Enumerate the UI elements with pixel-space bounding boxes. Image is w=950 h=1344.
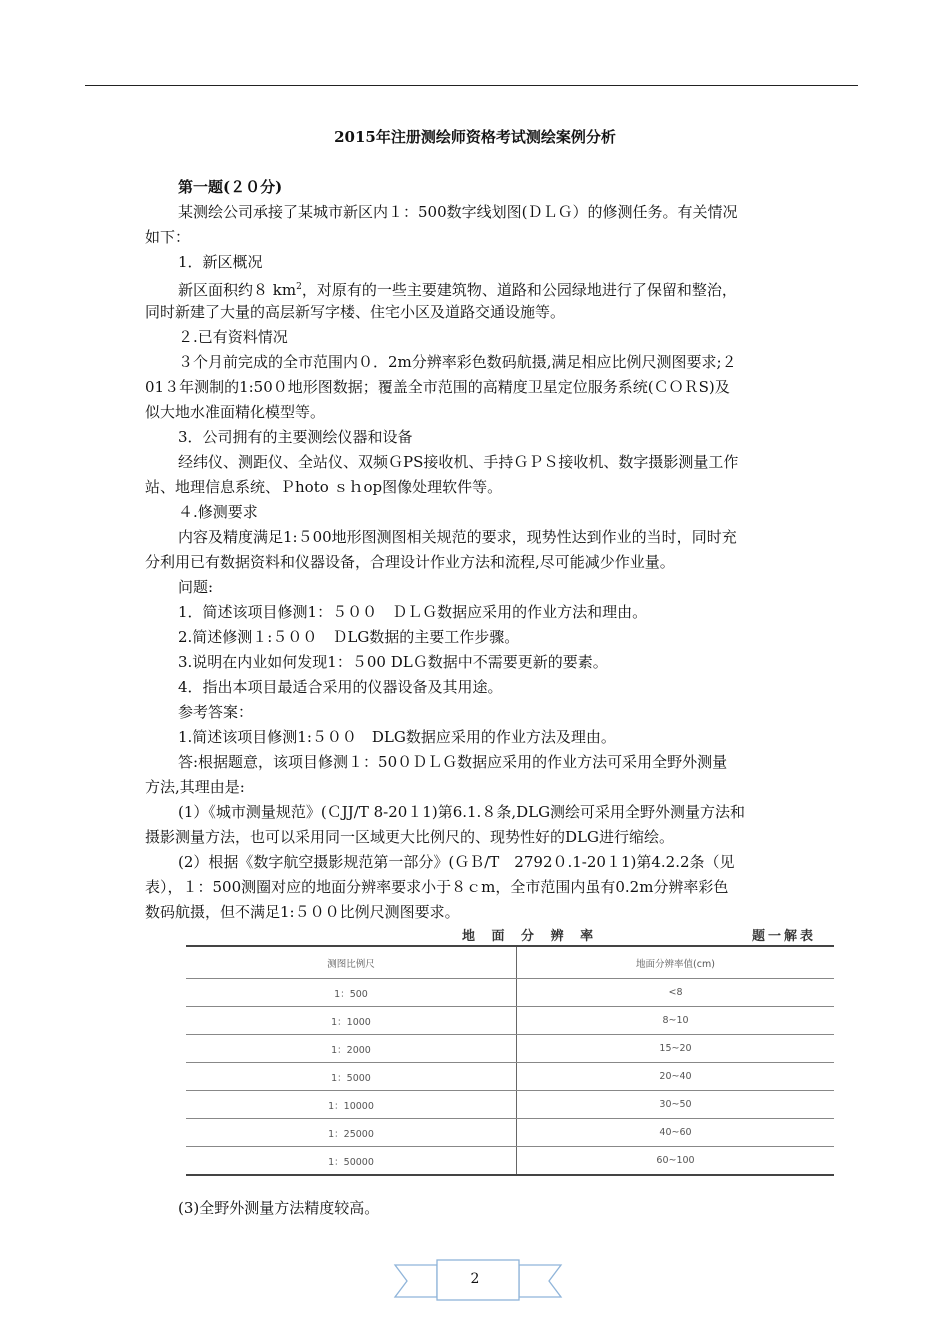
table-cell: <8	[517, 979, 835, 1007]
body-line: 3.说明在内业如何发现1：５00 DLＧ数据中不需要更新的要素。	[178, 653, 608, 671]
table-header-scale: 测图比例尺	[186, 946, 517, 979]
table-row	[186, 1091, 834, 1119]
ribbon-right-icon	[519, 1265, 561, 1297]
body-line: ２.已有资料情况	[178, 328, 288, 346]
body-line-area	[178, 277, 737, 300]
body-line: 1．新区概况	[178, 253, 263, 271]
resolution-table	[186, 945, 834, 1176]
body-line: 答:根据题意，该项目修测１：50０ＤＬＧ数据应采用的作业方法可采用全野外测量	[178, 753, 728, 771]
table-row	[186, 1063, 834, 1091]
body-line: 经纬仪、测距仪、全站仪、双频ＧPS接收机、手持ＧＰＳ接收机、数字摄影测量工作	[178, 453, 739, 471]
table-caption: 地 面 分 辨 率	[462, 929, 600, 944]
table-cell: 1：1000	[186, 1007, 517, 1035]
page-number: 2	[470, 1271, 480, 1287]
ribbon-left-icon	[395, 1265, 437, 1297]
body-line: 参考答案：	[178, 703, 254, 721]
table-row	[186, 1007, 834, 1035]
body-line: 2.简述修测１:５００ ＤLG数据的主要工作步骤。	[178, 628, 520, 646]
table-row	[186, 1035, 834, 1063]
area-rest: ，对原有的一些主要建筑物、道路和公园绿地进行了保留和整治，	[301, 281, 737, 299]
table-cell: 1：5000	[186, 1063, 517, 1091]
body-line: 01３年测制的1:50０地形图数据；覆盖全市范围的高精度卫星定位服务系统(ＣＯＲS)及	[145, 378, 730, 396]
table-cell: 15~20	[517, 1035, 835, 1063]
area-superscript: 2	[296, 282, 302, 292]
body-line: 分利用已有数据资料和仪器设备，合理设计作业方法和流程,尽可能减少作业量。	[145, 553, 675, 571]
table-cell: 1：500	[186, 979, 517, 1007]
table-row	[186, 1147, 834, 1176]
body-line: 某测绘公司承接了某城市新区内１：500数字线划图(ＤＬＧ）的修测任务。有关情况	[178, 203, 738, 221]
body-line: 4．指出本项目最适合采用的仪器设备及其用途。	[178, 678, 503, 696]
header-rule	[85, 85, 858, 86]
table-header-row	[186, 946, 834, 979]
body-line: (1）《城市测量规范》(ＣJJ/T 8-20１1)第6.1.８条,DLG测绘可采用全野外测量方法和	[178, 803, 746, 821]
table-cell: 60~100	[517, 1147, 835, 1176]
table-cell: 20~40	[517, 1063, 835, 1091]
table-label: 题一解表	[752, 929, 817, 944]
table-row	[186, 1119, 834, 1147]
body-line: 如下：	[145, 228, 191, 246]
table-cell: 1：2000	[186, 1035, 517, 1063]
body-line: 数码航摄，但不满足1:５００比例尺测图要求。	[145, 903, 460, 921]
table-cell: 30~50	[517, 1091, 835, 1119]
table-row	[186, 979, 834, 1007]
table-cell: 8~10	[517, 1007, 835, 1035]
body-line: ４.修测要求	[178, 503, 258, 521]
body-line: (2）根据《数字航空摄影规范第一部分》(ＧＢ/T 2792０.1-20１1)第4.2.2条（见	[178, 853, 735, 871]
body-line: 摄影测量方法，也可以采用同一区域更大比例尺的、现势性好的DLG进行缩绘。	[145, 828, 674, 846]
body-line: 似大地水准面精化模型等。	[145, 403, 326, 421]
body-line: 同时新建了大量的高层新写字楼、住宅小区及道路交通设施等。	[145, 303, 566, 321]
table-cell: 40~60	[517, 1119, 835, 1147]
body-line: 站、地理信息系统、Ｐhoto ｓｈop图像处理软件等。	[145, 478, 503, 496]
body-line: ３个月前完成的全市范围内０．2m分辨率彩色数码航摄,满足相应比例尺测图要求;２	[178, 353, 737, 371]
table-header-resolution: 地面分辨率值(cm)	[517, 946, 835, 979]
body-line: 1.简述该项目修测1:５００ DLG数据应采用的作业方法及理由。	[178, 728, 616, 746]
body-line: 方法,其理由是:	[145, 778, 245, 796]
document-title: 2015年注册测绘师资格考试测绘案例分析	[334, 128, 616, 146]
body-line: 1．简述该项目修测1：５００ ＤＬＧ数据应采用的作业方法和理由。	[178, 603, 648, 621]
body-line: 表），１：500测圈对应的地面分辨率要求小于８ｃm，全市范围内虽有0.2m分辨率彩色	[145, 878, 729, 896]
body-line: 内容及精度满足1:５00地形图测图相关规范的要求，现势性达到作业的当时，同时充	[178, 528, 737, 546]
body-line: 问题:	[178, 578, 214, 596]
body-line: 3．公司拥有的主要测绘仪器和设备	[178, 428, 413, 446]
area-text: 新区面积约８ km	[178, 281, 297, 299]
table-cell: 1：10000	[186, 1091, 517, 1119]
body-line: (3)全野外测量方法精度较高。	[178, 1199, 380, 1217]
table-cell: 1：25000	[186, 1119, 517, 1147]
table-cell: 1：50000	[186, 1147, 517, 1176]
question-heading: 第一题(２０分)	[178, 178, 283, 196]
